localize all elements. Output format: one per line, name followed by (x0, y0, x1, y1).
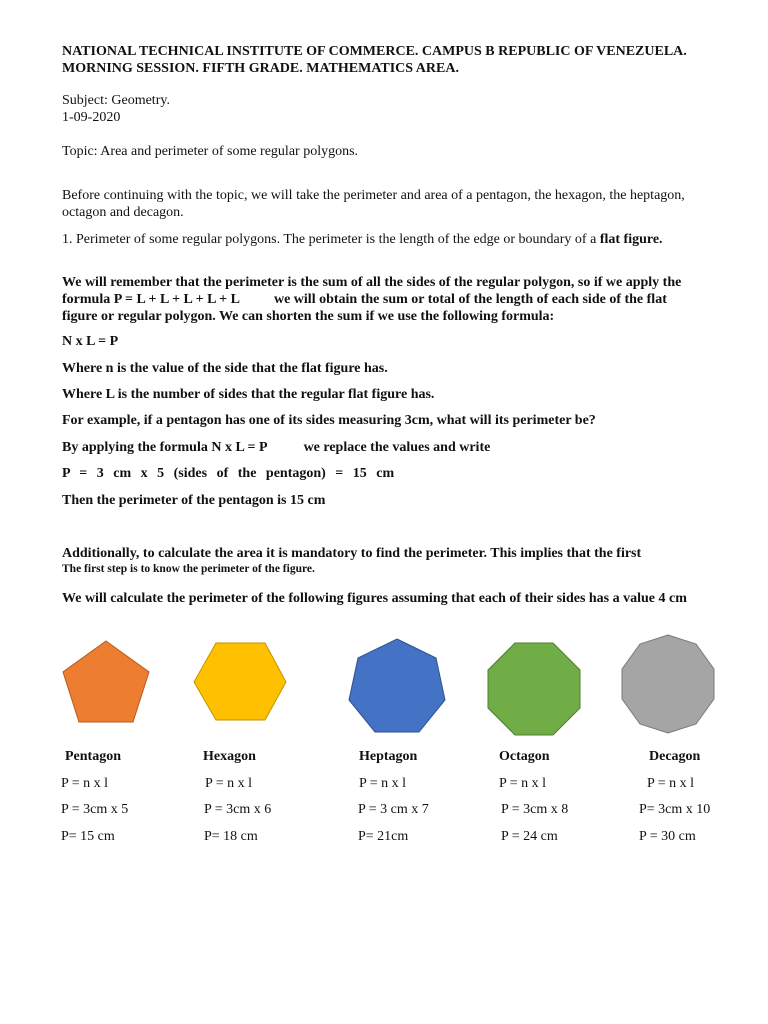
applying-line (62, 440, 490, 456)
heptagon-formula: P = n x l (359, 776, 407, 791)
pentagon-result: P= 15 cm (61, 829, 115, 844)
hexagon-substitution: P = 3cm x 6 (204, 802, 272, 817)
octagon-polygon (488, 643, 580, 735)
remember-part-2: we will obtain the sum or total of the length of each side of the flat figure or regular polygon. We can shorten the sum if we use the following formula: (62, 292, 667, 324)
heptagon-label: Heptagon (359, 749, 418, 764)
example-question: For example, if a pentagon has one of its sides measuring 3cm, what will its perimeter be? (62, 413, 596, 428)
where-l-line: Where L is the number of sides that the regular flat figure has. (62, 387, 435, 402)
decagon-shape-icon (616, 632, 720, 736)
heptagon-shape-icon (344, 636, 450, 736)
document-header (62, 43, 742, 77)
hexagon-label: Hexagon (203, 749, 256, 764)
hexagon-formula: P = n x l (205, 776, 253, 791)
subject-line: Subject: Geometry. (62, 93, 170, 108)
heptagon-polygon (349, 639, 445, 732)
pentagon-substitution: P = 3cm x 5 (61, 802, 129, 817)
calculation-line: P = 3 cm x 5 (sides of the pentagon) = 15 cm (62, 466, 395, 481)
octagon-substitution: P = 3cm x 8 (501, 802, 569, 817)
point-1-text: 1. Perimeter of some regular polygons. The perimeter is the length of the edge or boundary of a (62, 232, 597, 247)
heptagon-substitution: P = 3 cm x 7 (358, 802, 429, 817)
calculate-paragraph: We will calculate the perimeter of the following figures assuming that each of their sides has a value 4 cm (62, 591, 687, 606)
intro-paragraph: Before continuing with the topic, we will take the perimeter and area of a pentagon, the hexagon, the heptagon, octagon and decagon. (62, 188, 685, 220)
heptagon-result: P= 21cm (358, 829, 409, 844)
point-1-paragraph (62, 231, 692, 248)
applying-part-1: By applying the formula N x L = P (62, 440, 268, 455)
header-line-2: MORNING SESSION. FIFTH GRADE. MATHEMATICS AREA. (62, 61, 459, 76)
octagon-label: Octagon (499, 749, 550, 764)
remember-paragraph (62, 274, 692, 325)
decagon-label: Decagon (649, 749, 701, 764)
octagon-formula: P = n x l (499, 776, 547, 791)
where-n-line: Where n is the value of the side that the flat figure has. (62, 361, 388, 376)
octagon-shape-icon (484, 640, 584, 738)
decagon-formula: P = n x l (647, 776, 695, 791)
decagon-substitution: P= 3cm x 10 (639, 802, 711, 817)
header-line-1: NATIONAL TECHNICAL INSTITUTE OF COMMERCE. CAMPUS B REPUBLIC OF VENEZUELA. (62, 44, 687, 59)
formula-line: N x L = P (62, 334, 119, 349)
point-1-bold-tail: flat figure. (599, 232, 663, 247)
remember-part-1: We will remember that the perimeter is the sum of all the sides of the regular polygon, so if we apply the formula P = L + L + L + L + L (62, 275, 682, 307)
date-line: 1-09-2020 (62, 110, 121, 125)
hexagon-shape-icon (190, 640, 290, 724)
first-step-line: The first step is to know the perimeter of the figure. (62, 563, 315, 575)
hexagon-result: P= 18 cm (204, 829, 258, 844)
result-line: Then the perimeter of the pentagon is 15 cm (62, 493, 326, 508)
decagon-polygon (622, 635, 714, 733)
pentagon-shape-icon (58, 636, 154, 726)
topic-line: Topic: Area and perimeter of some regular polygons. (62, 144, 359, 159)
decagon-result: P = 30 cm (639, 829, 696, 844)
additionally-line: Additionally, to calculate the area it is mandatory to find the perimeter. This implies that the first (62, 546, 642, 561)
pentagon-polygon (63, 641, 149, 722)
hexagon-polygon (194, 643, 286, 720)
octagon-result: P = 24 cm (501, 829, 558, 844)
applying-part-2: we replace the values and write (303, 440, 491, 455)
pentagon-formula: P = n x l (61, 776, 109, 791)
pentagon-label: Pentagon (65, 749, 121, 764)
